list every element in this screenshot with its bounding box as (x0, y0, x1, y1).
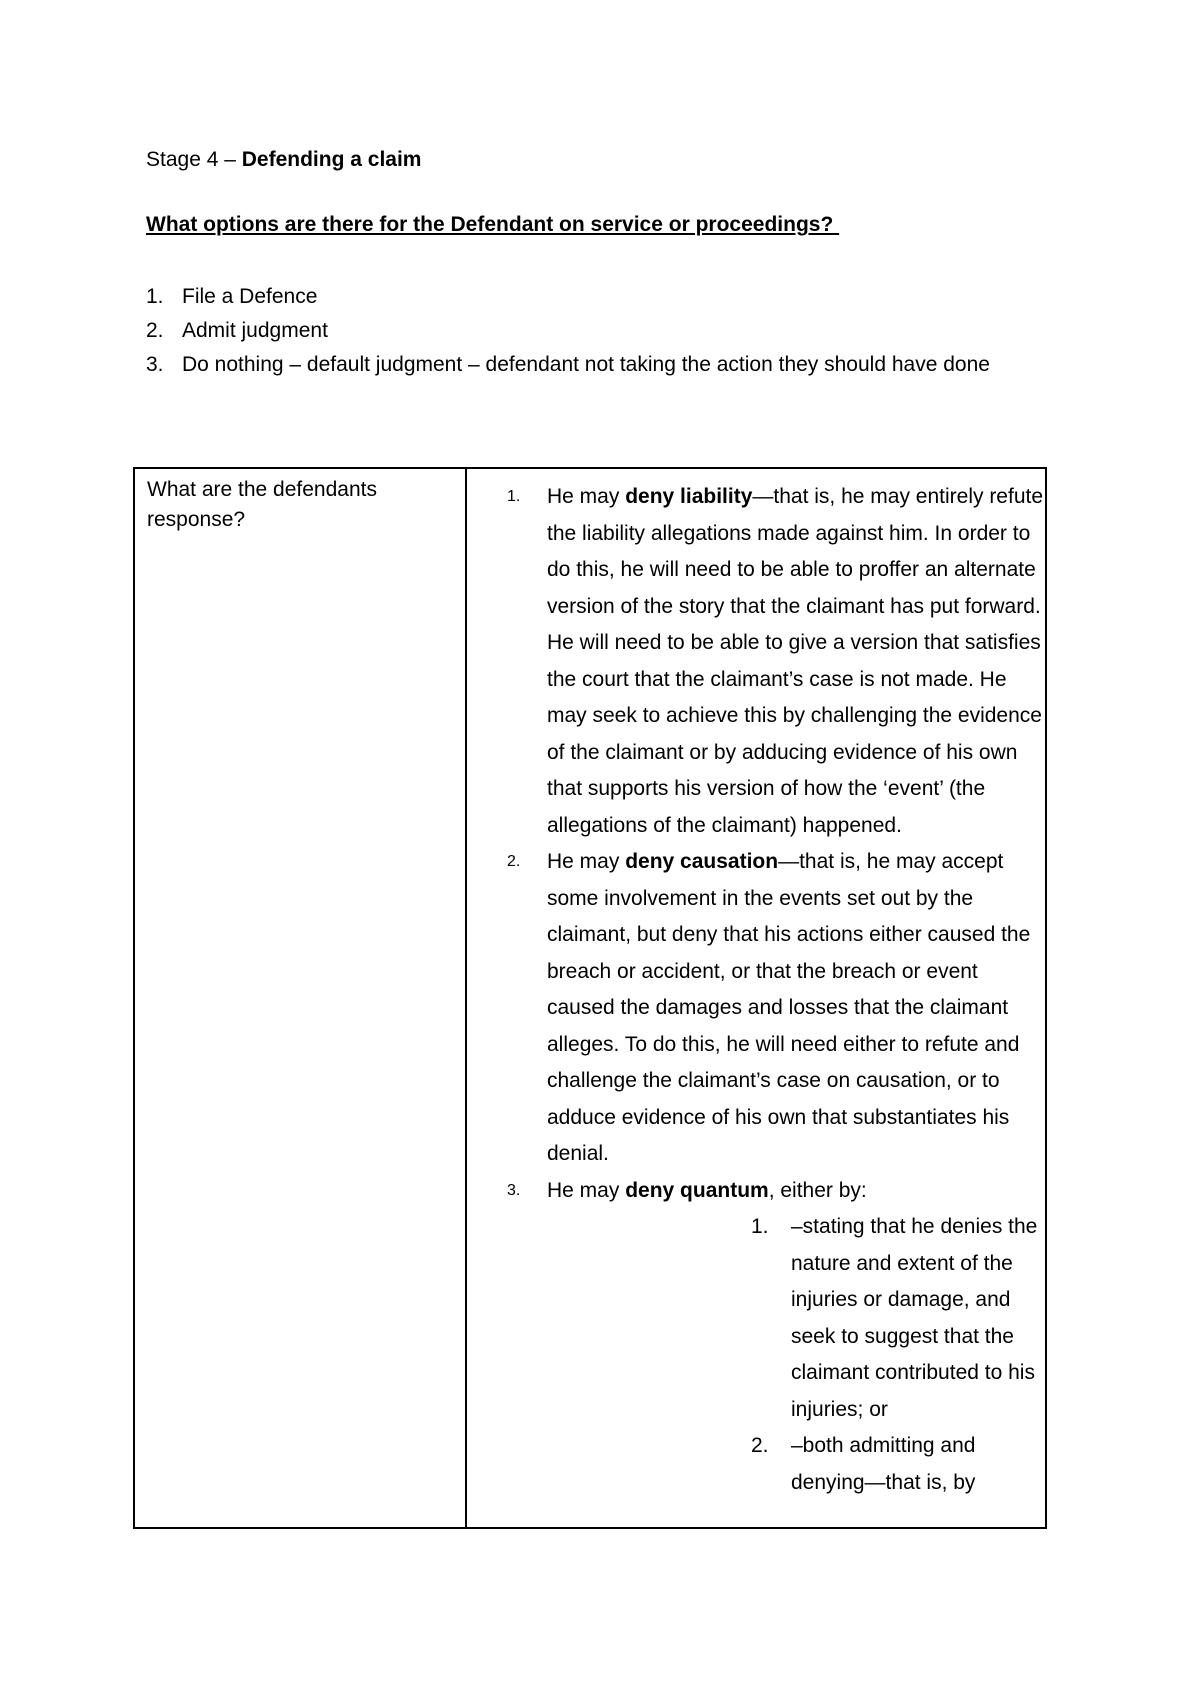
response-text-before: He may (547, 485, 626, 508)
option-text: File a Defence (182, 285, 318, 308)
response-text-before: He may (547, 850, 626, 873)
quantum-sub-item (751, 1209, 1041, 1428)
quantum-sub-item (751, 1428, 1041, 1501)
stage-heading-prefix: Stage 4 – (146, 148, 242, 171)
sub-item-number: 2. (751, 1434, 769, 1457)
table-label-cell (135, 469, 467, 1527)
response-number: 2. (507, 853, 521, 870)
table-content-cell (467, 469, 1045, 1527)
response-list (507, 479, 1047, 1501)
quantum-sub-list (751, 1209, 1041, 1501)
response-text-after: —that is, he may entirely refute the liability allegations made against him. In order to do this, he will need to be able to proffer an alternate version of the story that the claimant has put forward. He will need to be able to give a version that satisfies the court that the claimant’s case is not made. He may seek to achieve this by challenging the evidence of the claimant or by adducing evidence of his own that supports his version of how the ‘event’ (the allegations of the claimant) happened. (547, 485, 1044, 837)
stage-heading-bold: Defending a claim (241, 148, 422, 171)
response-text-after: —that is, he may accept some involvement in the events set out by the claimant, but deny that his actions either caused the breach or accident, or that the breach or event caused the damages and losses that the claimant alleges. To do this, he will need either to refute and challenge the claimant’s case on causation, or to adduce evidence of his own that substantiates his denial. (547, 850, 1031, 1165)
table-label-text: What are the defendants response? (147, 478, 377, 531)
response-item-deny-quantum (507, 1173, 1047, 1502)
response-table (133, 467, 1047, 1529)
option-text: Admit judgment (182, 319, 328, 342)
option-item (146, 348, 990, 382)
sub-item-text: –both admitting and denying—that is, by (791, 1434, 976, 1494)
response-number: 3. (507, 1181, 521, 1199)
options-list (146, 280, 990, 382)
sub-item-text: –stating that he denies the nature and extent of the injuries or damage, and seek to suggest that the claimant contributed to his injuries; or (791, 1215, 1038, 1421)
stage-heading (146, 148, 421, 172)
response-text-before: He may (547, 1178, 626, 1202)
response-item-deny-liability (507, 479, 1047, 844)
options-question: What options are there for the Defendant on service or proceedings? (146, 213, 840, 236)
sub-item-number: 1. (751, 1215, 769, 1238)
response-keyword: deny causation (625, 850, 779, 873)
option-number: 3. (146, 353, 164, 376)
option-item (146, 314, 990, 348)
option-number: 1. (146, 285, 164, 308)
response-keyword: deny quantum (625, 1178, 769, 1202)
option-item (146, 280, 990, 314)
response-number: 1. (507, 488, 521, 505)
response-keyword: deny liability (625, 485, 753, 508)
option-text: Do nothing – default judgment – defendant not taking the action they should have done (182, 353, 990, 376)
response-item-deny-causation (507, 844, 1047, 1173)
option-number: 2. (146, 319, 164, 342)
response-text-after: , either by: (768, 1178, 867, 1202)
